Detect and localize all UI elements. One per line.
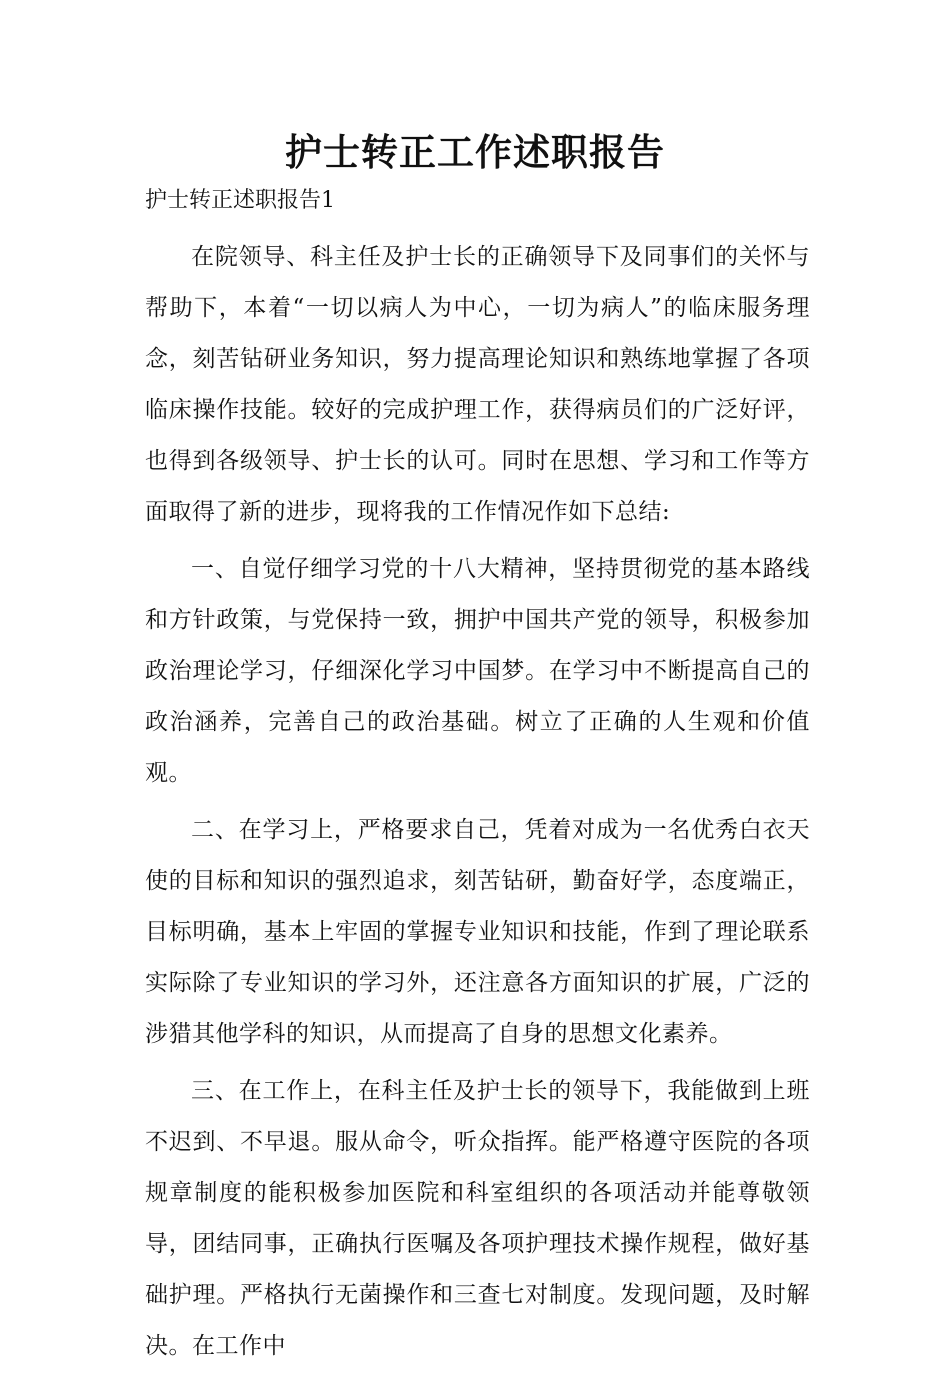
paragraph-intro: 在院领导、科主任及护士长的正确领导下及同事们的关怀与帮助下，本着“一切以病人为中心，一切为病人”的临床服务理念，刻苦钻研业务知识，努力提高理论知识和熟练地掌握了各项临床操作技能。较好的完成护理工作，获得病员们的广泛好评，也得到各级领导、护士长的认可。同时在思想、学习和工作等方面取得了新的进步，现将我的工作情况作如下总结: — [145, 244, 810, 525]
paragraph-learning: 二、在学习上，严格要求自己，凭着对成为一名优秀白衣天使的目标和知识的强烈追求，刻苦钻研，勤奋好学，态度端正，目标明确，基本上牢固的掌握专业知识和技能，作到了理论联系实际除了专业知识的学习外，还注意各方面知识的扩展，广泛的涉猎其他学科的知识，从而提高了自身的思想文化素养。 — [145, 817, 810, 1047]
paragraph-work: 三、在工作上，在科主任及护士长的领导下，我能做到上班不迟到、不早退。服从命令，听众指挥。能严格遵守医院的各项规章制度的能积极参加医院和科室组织的各项活动并能尊敬领导，团结同事，正确执行医嘱及各项护理技术操作规程，做好基础护理。严格执行无菌操作和三查七对制度。发现问题，及时解决。在工作中 — [145, 1078, 810, 1359]
document-body — [145, 232, 810, 1378]
page-title: 护士转正工作述职报告 — [285, 130, 665, 174]
section-heading: 护士转正述职报告1 — [145, 188, 335, 213]
paragraph-political-study: 一、自觉仔细学习党的十八大精神，坚持贯彻党的基本路线和方针政策，与党保持一致，拥护中国共产党的领导，积极参加政治理论学习，仔细深化学习中国梦。在学习中不断提高自己的政治涵养，完善自己的政治基础。树立了正确的人生观和价值观。 — [145, 556, 810, 786]
